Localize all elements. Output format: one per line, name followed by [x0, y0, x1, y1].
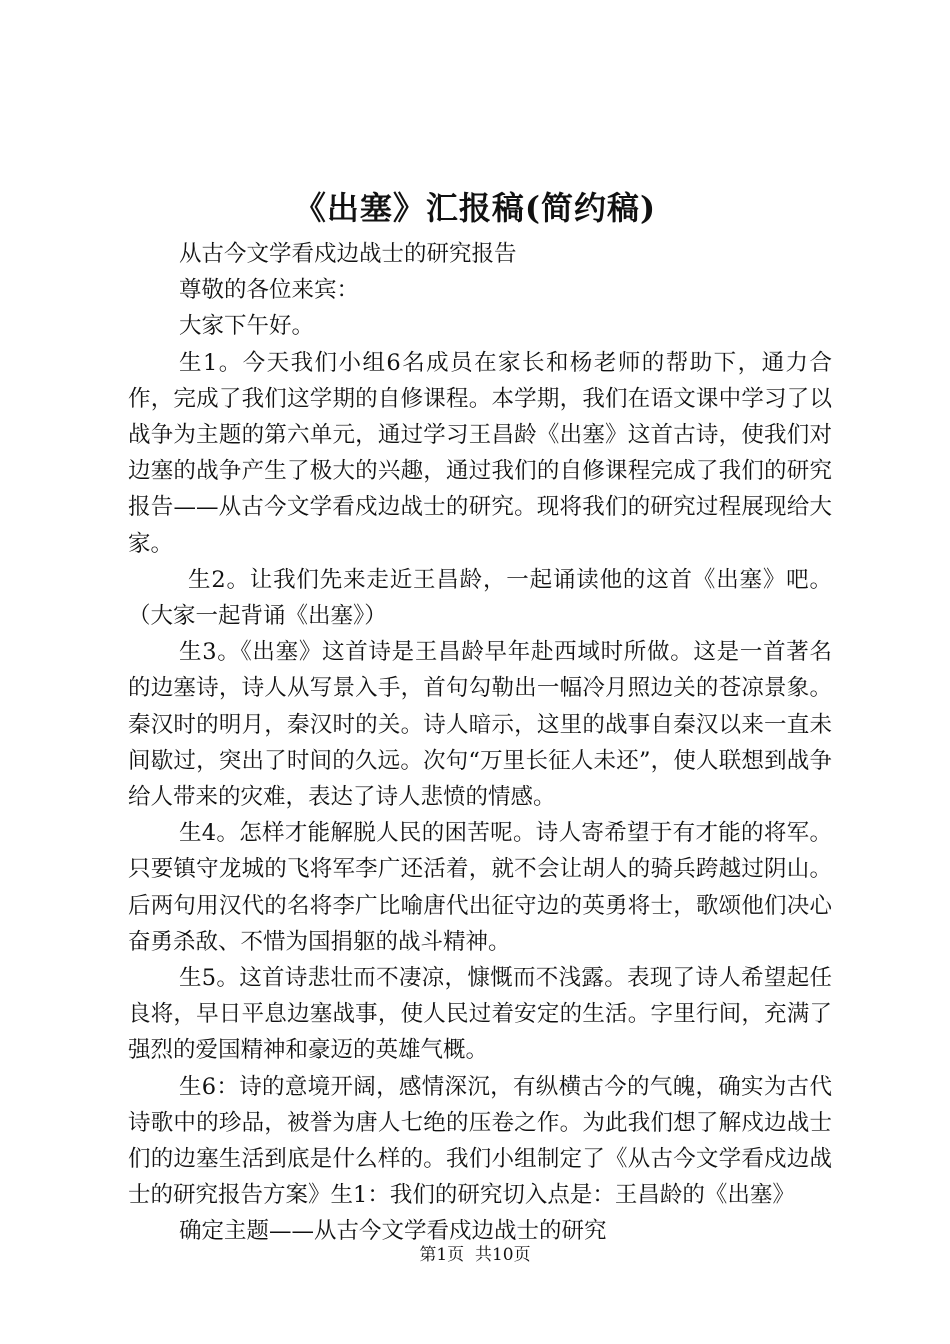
paragraph-student-3: 生3。《出塞》这首诗是王昌龄早年赴西域时所做。这是一首著名的边塞诗，诗人从写景入手，首句勾勒出一幅冷月照边关的苍凉景象。秦汉时的明月，秦汉时的关。诗人暗示，这里的战事自秦汉以来一直未间歇过，突出了时间的久远。次句“万里长征人未还”，使人联想到战争给人带来的灾难，表达了诗人悲愤的情感。: [128, 639, 832, 811]
paragraph-student-1: 生1。今天我们小组6名成员在家长和杨老师的帮助下，通力合作，完成了我们这学期的自修课程。本学期，我们在语文课中学习了以战争为主题的第六单元，通过学习王昌龄《出塞》这首古诗，使我们对边塞的战争产生了极大的兴趣，通过我们的自修课程完成了我们的研究报告——从古今文学看戍边战士的研究。现将我们的研究过程展现给大家。: [128, 349, 832, 557]
greeting: 大家下午好。: [179, 313, 315, 340]
salutation: 尊敬的各位来宾：: [179, 277, 360, 304]
page-footer: [0, 1243, 950, 1267]
paragraph-student-4: 生4。怎样才能解脱人民的困苦呢。诗人寄希望于有才能的将军。只要镇守龙城的飞将军李广还活着，就不会让胡人的骑兵跨越过阴山。后两句用汉代的名将李广比喻唐代出征守边的英勇将士，歌颂他们决心奋勇杀敌、不惜为国捐躯的战斗精神。: [128, 820, 832, 955]
paragraph-student-6: 生6：诗的意境开阔，感情深沉，有纵横古今的气魄，确实为古代诗歌中的珍品，被誉为唐人七绝的压卷之作。为此我们想了解戍边战士们的边塞生活到底是什么样的。我们小组制定了《从古今文学看戍边战士的研究报告方案》生1：我们的研究切入点是：王昌龄的《出塞》: [128, 1073, 832, 1209]
document-body: [128, 236, 832, 1250]
document-title: 《出塞》汇报稿(简约稿): [293, 189, 657, 227]
paragraph-student-2: 生2。让我们先来走近王昌龄，一起诵读他的这首《出塞》吧。（大家一起背诵《出塞》）: [128, 566, 832, 630]
paragraph-topic: 确定主题——从古今文学看戍边战士的研究: [179, 1218, 607, 1245]
page-number-label: 第1页 共10页: [419, 1245, 531, 1265]
paragraph-student-5: 生5。这首诗悲壮而不凄凉，慷慨而不浅露。表现了诗人希望起任良将，早日平息边塞战事，使人民过着安定的生活。字里行间，充满了强烈的爱国精神和豪迈的英雄气概。: [128, 965, 832, 1064]
report-subtitle: 从古今文学看戍边战士的研究报告: [179, 241, 517, 267]
